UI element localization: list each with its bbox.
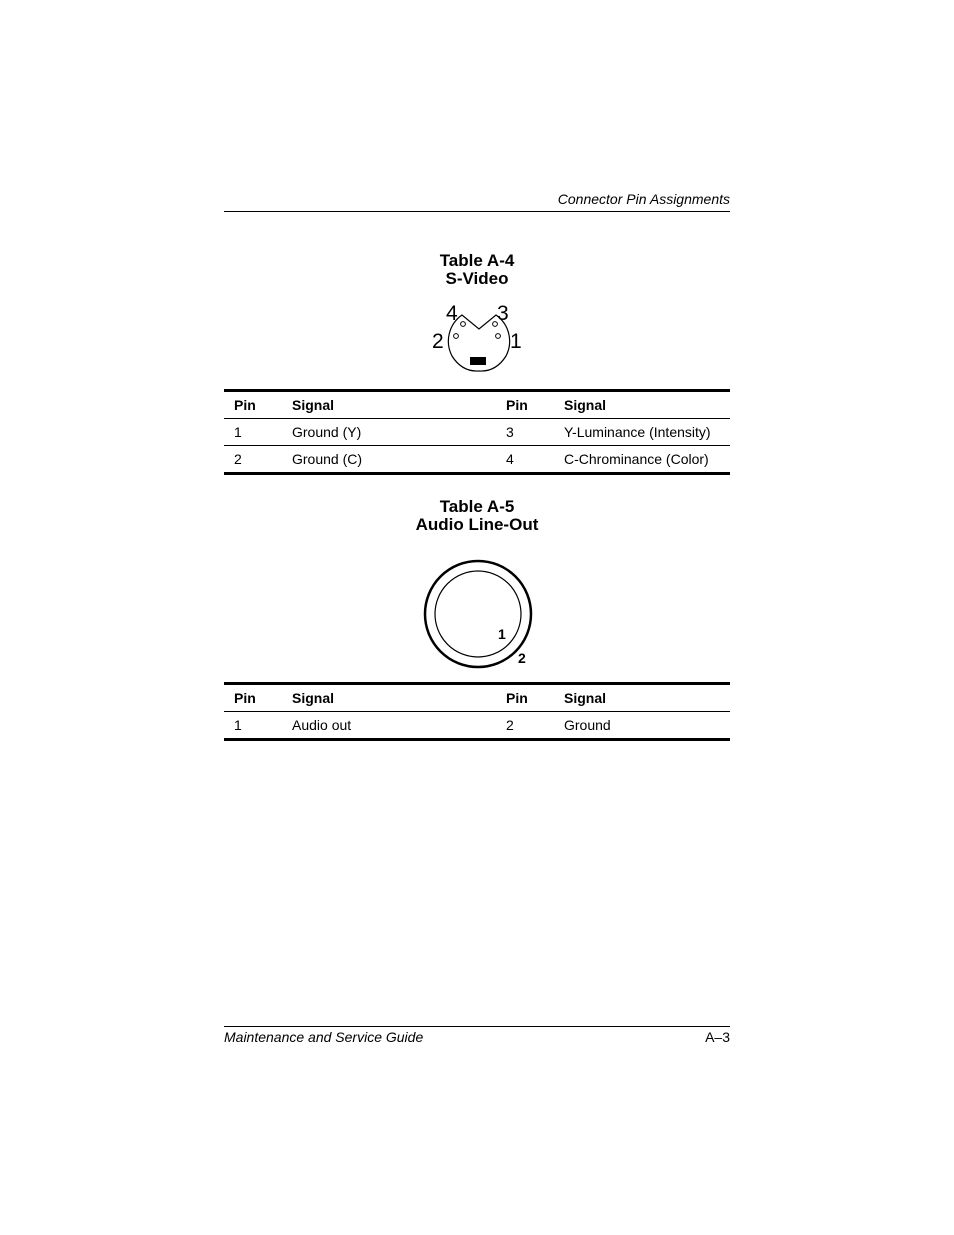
table-a4-caption [224,252,730,288]
cell-pin: 4 [506,451,514,467]
table-a5-caption [224,498,730,534]
cell-signal: C-Chrominance (Color) [564,451,709,467]
table-a4-label: Table A-4 [439,251,515,270]
header-rule [224,211,730,212]
col-signal: Signal [564,690,607,706]
col-signal: Signal [564,397,607,413]
table-a5 [224,682,730,741]
svideo-key [470,357,486,365]
table-a4-title: S-Video [445,269,509,288]
footer-title: Maintenance and Service Guide [224,1029,424,1045]
svideo-pin-4 [461,322,466,327]
cell-pin: 1 [234,717,242,733]
svideo-label-3: 3 [497,302,509,325]
svideo-connector-diagram [424,296,534,376]
audio-jack-outer-ring [425,561,531,667]
table-header-row [224,391,730,419]
col-signal: Signal [292,397,335,413]
cell-signal: Ground (C) [292,451,363,467]
col-pin: Pin [234,397,256,413]
table-row [224,712,730,740]
cell-pin: 3 [506,424,514,440]
table-a5-label: Table A-5 [439,497,515,516]
cell-pin: 2 [506,717,514,733]
table-a5-title: Audio Line-Out [415,515,539,534]
table-row [224,419,730,446]
svideo-pin-2 [454,334,459,339]
footer-rule [224,1026,730,1027]
audio-jack-inner-ring [435,571,521,657]
cell-signal: Ground (Y) [292,424,362,440]
col-pin: Pin [234,690,256,706]
col-pin: Pin [506,397,528,413]
svideo-pin-1 [496,334,501,339]
svideo-label-1: 1 [510,330,522,353]
cell-signal: Y-Luminance (Intensity) [564,424,711,440]
audio-label-2: 2 [518,650,526,666]
cell-signal: Audio out [292,717,352,733]
svideo-label-4: 4 [446,302,458,325]
table-row [224,446,730,474]
audio-jack-diagram [414,552,544,672]
running-head: Connector Pin Assignments [557,191,730,207]
svideo-label-2: 2 [432,330,444,353]
cell-pin: 2 [234,451,242,467]
table-a4 [224,389,730,475]
table-header-row [224,684,730,712]
cell-pin: 1 [234,424,242,440]
page-number: A–3 [705,1029,730,1045]
cell-signal: Ground [564,717,611,733]
audio-label-1: 1 [498,626,506,642]
col-pin: Pin [506,690,528,706]
col-signal: Signal [292,690,335,706]
